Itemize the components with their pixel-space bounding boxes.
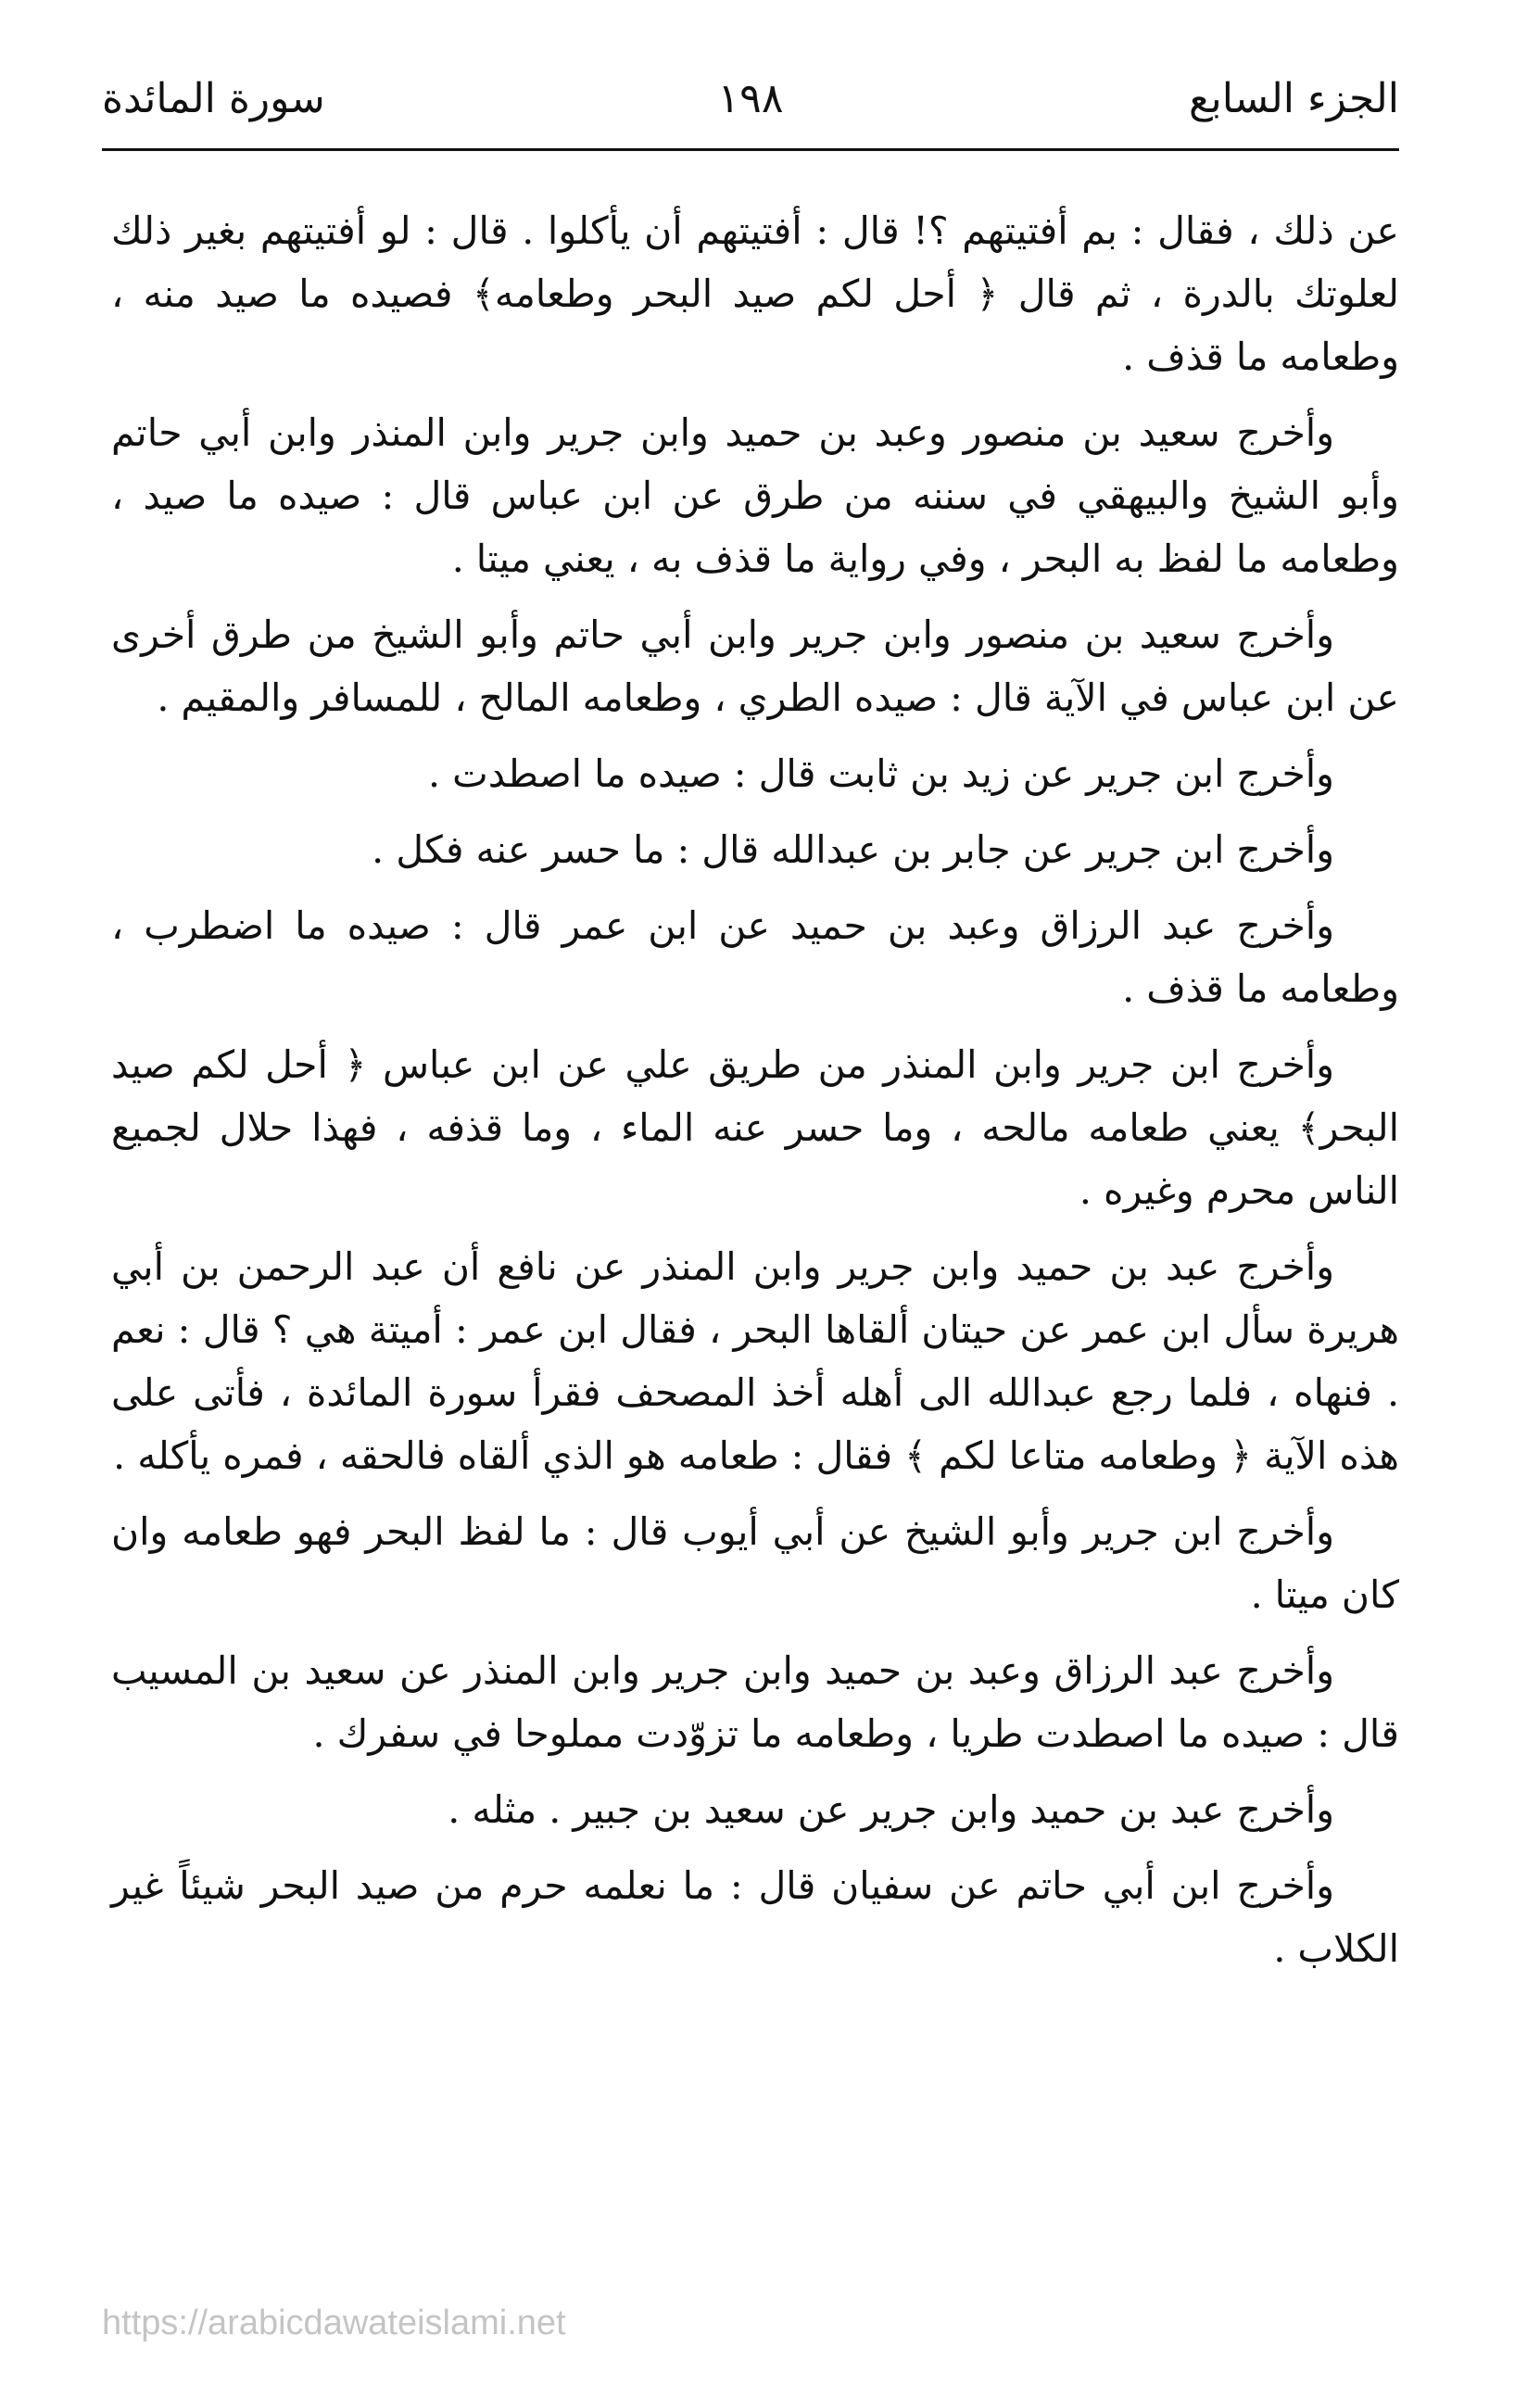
paragraph: وأخرج ابن جرير عن زيد بن ثابت قال : صيده ما اصطدت . [428, 751, 1334, 796]
paragraph: وأخرج سعيد بن منصور وابن جرير وابن أبي حاتم وأبو الشيخ من طرق أخرى عن ابن عباس في الآية قال : صيده الطري ، وطعامه المالح ، للمسافر والمقيم . [111, 612, 1399, 720]
header-rule [102, 148, 1399, 151]
paragraph: وأخرج ابن جرير عن جابر بن عبدالله قال : ما حسر عنه فكل . [372, 827, 1334, 872]
paragraph: وأخرج عبد بن حميد وابن جرير عن سعيد بن جبير . مثله . [448, 1787, 1334, 1832]
paragraph: وأخرج عبد الرزاق وعبد بن حميد عن ابن عمر قال : صيده ما اضطرب ، وطعامه ما قذف . [111, 903, 1399, 1011]
paragraph: وأخرج عبد بن حميد وابن جرير وابن المنذر عن نافع أن عبد الرحمن بن أبي هريرة سأل ابن عمر عن حيتان ألقاها البحر ، فقال ابن عمر : أميتة هي ؟ قال : نعم . فنهاه ، فلما رجع عبدالله الى أهله أخذ المصحف فقرأ سورة المائدة ، فأتى على هذه الآية ﴿ وطعامه متاعا لكم ﴾ فقال : طعامه هو الذي ألقاه فالحقه ، فمره يأكله . [111, 1244, 1399, 1478]
page-number: ١٩٨ [717, 75, 784, 122]
paragraph: وأخرج ابن جرير وأبو الشيخ عن أبي أيوب قال : ما لفظ البحر فهو طعامه وان كان ميتا . [111, 1509, 1399, 1617]
paragraph: وأخرج سعيد بن منصور وعبد بن حميد وابن جرير وابن المنذر وابن أبي حاتم وأبو الشيخ والبيهقي في سننه من طرق عن ابن عباس قال : صيده ما صيد ، وطعامه ما لفظ به البحر ، وفي رواية ما قذف به ، يعني ميتا . [111, 410, 1399, 581]
paragraph: وأخرج ابن جرير وابن المنذر من طريق علي عن ابن عباس ﴿ أحل لكم صيد البحر﴾ يعني طعامه مالحه ، وما حسر عنه الماء ، وما قذفه ، فهذا حلال لجميع الناس محرم وغيره . [111, 1042, 1399, 1213]
juz-title: الجزء السابع [1189, 75, 1399, 122]
page-body [111, 199, 1399, 1993]
paragraph: عن ذلك ، فقال : بم أفتيتهم ؟! قال : أفتيتهم أن يأكلوا . قال : لو أفتيتهم بغير ذلك لعلوتك بالدرة ، ثم قال ﴿ أحل لكم صيد البحر وطعامه﴾ فصيده ما صيد منه ، وطعامه ما قذف . [111, 208, 1399, 379]
paragraph: وأخرج عبد الرزاق وعبد بن حميد وابن جرير وابن المنذر عن سعيد بن المسيب قال : صيده ما اصطدت طريا ، وطعامه ما تزوّدت مملوحا في سفرك . [111, 1648, 1399, 1756]
watermark-url: https://arabicdawateislami.net [102, 2304, 566, 2342]
surah-title: سورة المائدة [102, 75, 325, 122]
paragraph: وأخرج ابن أبي حاتم عن سفيان قال : ما نعلمه حرم من صيد البحر شيئاً غير الكلاب . [111, 1863, 1399, 1971]
running-header [102, 57, 1399, 141]
